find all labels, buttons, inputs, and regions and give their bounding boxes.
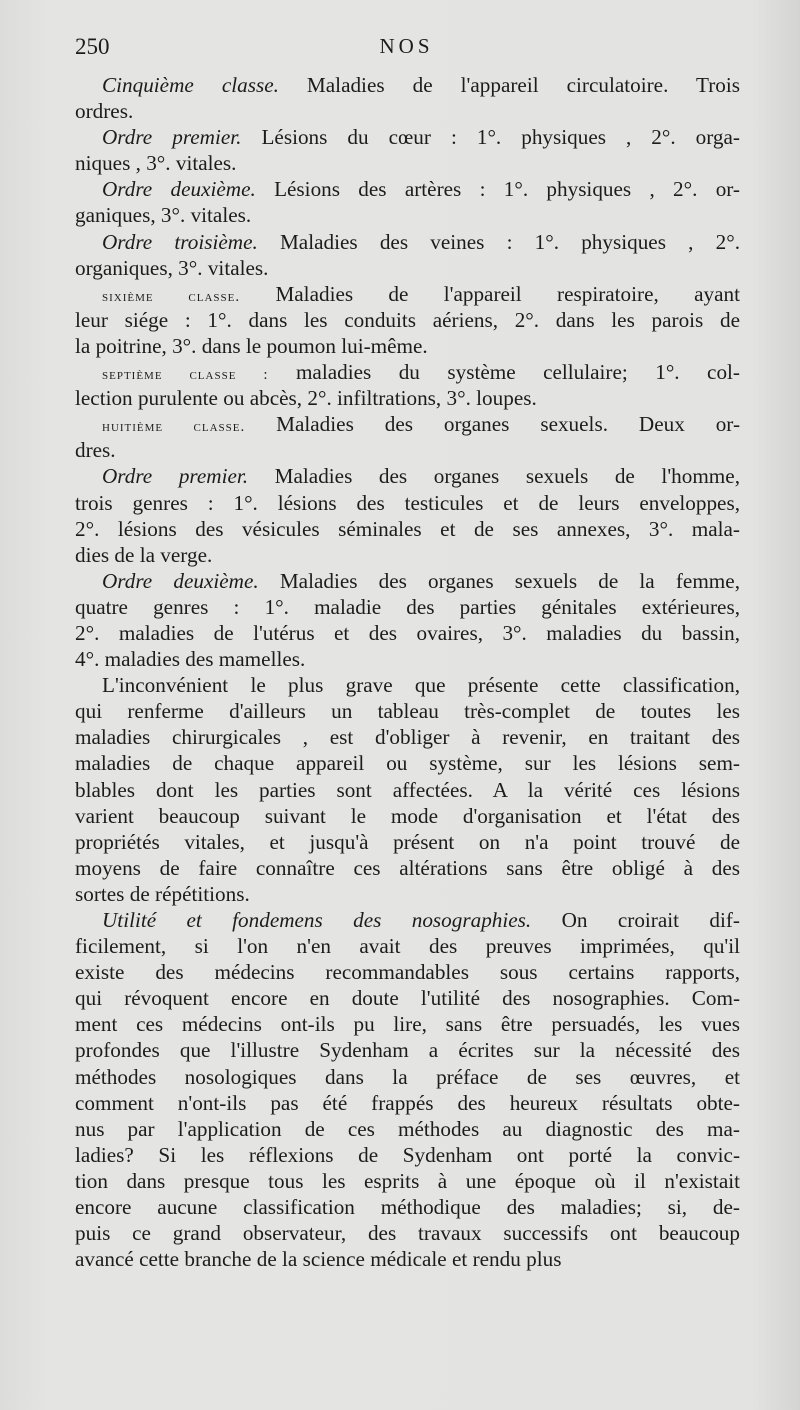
text-line: [75, 411, 740, 437]
text-line: [75, 463, 740, 489]
text-line: [75, 1220, 740, 1246]
line-text: lection purulente ou abcès, 2°. infiltrations, 3°. loupes.: [75, 386, 537, 411]
line-text: existe des médecins recommandables sous certains rapports,: [75, 960, 740, 985]
line-text: maladies de chaque appareil ou système, sur les lésions sem-: [75, 751, 740, 776]
smallcaps-heading: huitième classe.: [102, 419, 246, 436]
paragraph: [75, 176, 740, 228]
text-line: [75, 385, 740, 411]
page-header: [75, 34, 738, 66]
line-text: trois genres : 1°. lésions des testicules et de leurs enveloppes,: [75, 490, 740, 515]
line-text: Maladies des organes sexuels. Deux or-: [245, 412, 740, 437]
paragraph: [75, 411, 740, 463]
italic-heading: Cinquième classe.: [102, 73, 279, 97]
line-text: Lésions du cœur : 1°. physiques , 2°. orga-: [241, 125, 740, 150]
text-line: [75, 959, 740, 985]
text-line: [75, 1142, 740, 1168]
paragraph: [75, 72, 740, 124]
line-text: moyens de faire connaître ces altérations sans être obligé à des: [75, 855, 740, 880]
text-line: [75, 1011, 740, 1037]
smallcaps-heading: septième classe :: [102, 367, 269, 384]
text-line: [75, 333, 740, 359]
text-line: [75, 594, 740, 620]
italic-heading: Ordre troisième.: [102, 229, 258, 254]
line-text: leur siége : 1°. dans les conduits aériens, 2°. dans les parois de: [75, 307, 740, 332]
text-line: [75, 150, 740, 176]
text-line: [75, 698, 740, 724]
line-text: qui renferme d'ailleurs un tableau très-complet de toutes les: [75, 699, 740, 724]
text-line: [75, 724, 740, 750]
line-text: L'inconvénient le plus grave que présente cette classification,: [102, 673, 740, 698]
page-number: 250: [75, 34, 110, 59]
text-line: [75, 359, 740, 385]
line-text: comment n'ont-ils pas été frappés des heureux résultats obte-: [75, 1090, 740, 1115]
line-text: Maladies de l'appareil circulatoire. Trois: [278, 73, 740, 97]
text-line: [75, 803, 740, 829]
italic-heading: Utilité et fondemens des nosographies.: [102, 908, 532, 932]
line-text: puis ce grand observateur, des travaux successifs ont beaucoup: [75, 1221, 740, 1246]
line-text: 4°. maladies des mamelles.: [75, 647, 306, 672]
line-text: tion dans presque tous les esprits à une époque où il n'existait: [75, 1168, 740, 1193]
paragraph: [75, 672, 740, 907]
text-line: [75, 568, 740, 594]
italic-heading: Ordre deuxième.: [102, 177, 256, 202]
text-line: [75, 1116, 740, 1142]
text-line: [75, 124, 740, 150]
line-text: dres.: [75, 438, 116, 463]
text-line: [75, 646, 740, 672]
line-text: sortes de répétitions.: [75, 881, 250, 906]
line-text: niques , 3°. vitales.: [75, 151, 237, 176]
line-text: Maladies des organes sexuels de l'homme,: [248, 464, 740, 489]
text-line: [75, 855, 740, 881]
line-text: ordres.: [75, 99, 134, 124]
line-text: dies de la verge.: [75, 542, 213, 567]
line-text: encore aucune classification méthodique des maladies; si, de-: [75, 1195, 740, 1220]
page-body: [75, 72, 740, 1272]
line-text: méthodes nosologiques dans la préface de ses œuvres, et: [75, 1064, 740, 1089]
text-line: [75, 176, 740, 202]
text-line: [75, 933, 740, 959]
line-text: ficilement, si l'on n'en avait des preuves imprimées, qu'il: [75, 934, 740, 959]
text-line: [75, 620, 740, 646]
text-line: [75, 490, 740, 516]
line-text: quatre genres : 1°. maladie des parties génitales extérieures,: [75, 594, 740, 619]
line-text: la poitrine, 3°. dans le poumon lui-même.: [75, 333, 428, 358]
paragraph: [75, 463, 740, 567]
line-text: Maladies des veines : 1°. physiques , 2°.: [257, 229, 740, 254]
paragraph: [75, 124, 740, 176]
italic-heading: Ordre premier.: [102, 464, 249, 489]
line-text: qui révoquent encore en doute l'utilité des nosographies. Com-: [75, 986, 740, 1011]
text-line: [75, 777, 740, 803]
text-line: [75, 202, 740, 228]
text-line: [75, 1064, 740, 1090]
text-line: [75, 985, 740, 1011]
line-text: propriétés vitales, et jusqu'à présent on n'a point trouvé de: [75, 829, 740, 854]
paragraph: [75, 568, 740, 672]
paragraph: [75, 907, 740, 1272]
line-text: avancé cette branche de la science médicale et rendu plus: [75, 1247, 562, 1272]
text-line: [75, 907, 740, 933]
line-text: ment ces médecins ont-ils pu lire, sans être persuadés, les vues: [75, 1012, 740, 1037]
line-text: ganiques, 3°. vitales.: [75, 203, 252, 228]
line-text: profondes que l'illustre Sydenham a écrites sur la nécessité des: [75, 1038, 740, 1063]
line-text: 2°. lésions des vésicules séminales et de ses annexes, 3°. mala-: [75, 516, 740, 541]
paragraph: [75, 229, 740, 281]
paragraph: [75, 359, 740, 411]
text-line: [75, 307, 740, 333]
text-line: [75, 1037, 740, 1063]
text-line: [75, 750, 740, 776]
text-line: [75, 1168, 740, 1194]
text-line: [75, 516, 740, 542]
text-line: [75, 1090, 740, 1116]
text-line: [75, 881, 740, 907]
line-text: organiques, 3°. vitales.: [75, 255, 269, 280]
line-text: nus par l'application de ces méthodes au diagnostic des ma-: [75, 1116, 740, 1141]
text-line: [75, 1246, 740, 1272]
text-line: [75, 437, 740, 463]
line-text: varient beaucoup suivant le mode d'organisation et l'état des: [75, 803, 740, 828]
line-text: Lésions des artères : 1°. physiques , 2°. or-: [255, 177, 740, 202]
italic-heading: Ordre premier.: [102, 125, 242, 150]
text-line: [75, 281, 740, 307]
line-text: blables dont les parties sont affectées. A la vérité ces lésions: [75, 777, 740, 802]
text-line: [75, 829, 740, 855]
text-line: [75, 672, 740, 698]
line-text: Maladies de l'appareil respiratoire, ayant: [240, 281, 741, 306]
text-line: [75, 1194, 740, 1220]
text-line: [75, 72, 740, 98]
line-text: maladies chirurgicales , est d'obliger à revenir, en traitant des: [75, 725, 740, 750]
text-line: [75, 542, 740, 568]
line-text: maladies du système cellulaire; 1°. col-: [268, 360, 740, 385]
line-text: Maladies des organes sexuels de la femme,: [258, 568, 740, 593]
text-line: [75, 229, 740, 255]
line-text: On croirait dif-: [531, 908, 740, 932]
text-line: [75, 98, 740, 124]
paragraph: [75, 281, 740, 359]
italic-heading: Ordre deuxième.: [102, 568, 259, 593]
line-text: 2°. maladies de l'utérus et des ovaires, 3°. maladies du bassin,: [75, 620, 740, 645]
smallcaps-heading: sixième classe.: [102, 288, 241, 305]
line-text: ladies? Si les réflexions de Sydenham ont porté la convic-: [75, 1142, 740, 1167]
text-line: [75, 255, 740, 281]
running-title: NOS: [379, 34, 434, 58]
